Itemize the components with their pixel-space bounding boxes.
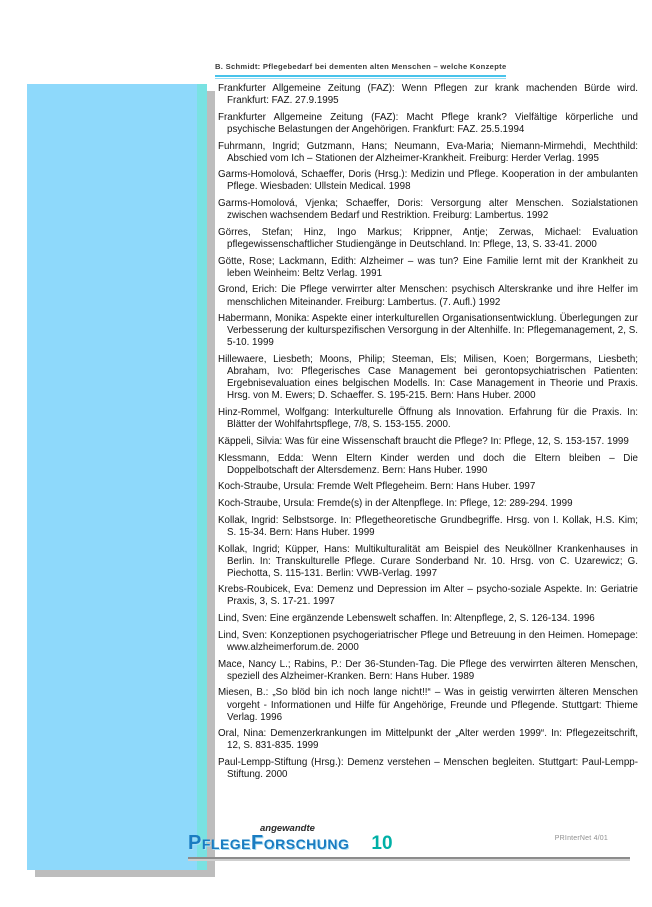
reference-entry: Oral, Nina: Demenzerkrankungen im Mittelpunkt der „Alter werden 1999“. In: Pflegezeitschrift, 12, S. 831-835. 1999 [218,728,638,752]
reference-entry: Krebs-Roubicek, Eva: Demenz und Depression im Alter – psycho-soziale Aspekte. In: Geriatrie Praxis, 3, S. 17-21. 1997 [218,584,638,608]
reference-entry: Kollak, Ingrid; Küpper, Hans: Multikulturalität am Beispiel des Neuköllner Krankenhauses in Berlin. In: Transkulturelle Pflege. Curare Sonderband Nr. 10. Hrsg. von C. Uzarewicz; G. Piechotta, S. 115-131. Berlin: VWB-Verlag. 1997 [218,543,638,579]
running-head-text: B. Schmidt: Pflegebedarf bei dementen alten Menschen – welche Konzepte [215,62,507,71]
reference-entry: Garms-Homolová, Schaeffer, Doris (Hrsg.): Medizin und Pflege. Kooperation in der ambulanten Pflege. Wiesbaden: Ullstein Medical. 1998 [218,169,638,193]
reference-entry: Frankfurter Allgemeine Zeitung (FAZ): Wenn Pflegen zur krank machenden Bürde wird. Frankfurt: FAZ. 27.9.1995 [218,83,638,107]
reference-entry: Hinz-Rommel, Wolfgang: Interkulturelle Öffnung als Innovation. Erfahrung für die Praxis. In: Blätter der Wohlfahrtspflege, 7/8, S. 153-155. 2000. [218,407,638,431]
page-footer [188,824,630,859]
reference-entry: Garms-Homolová, Vjenka; Schaeffer, Doris: Versorgung alter Menschen. Sozialstationen zwischen wachsendem Bedarf und Restriktion. Freiburg: Lambertus. 1992 [218,198,638,222]
reference-entry: Fuhrmann, Ingrid; Gutzmann, Hans; Neumann, Eva-Maria; Niemann-Mirmehdi, Mechthild: Abschied vom Ich – Stationen der Alzheimer-Krankheit. Freiburg: Herder Verlag. 1995 [218,140,638,164]
reference-entry: Koch-Straube, Ursula: Fremde Welt Pflegeheim. Bern: Hans Huber. 1997 [218,481,536,493]
reference-entry: Hillewaere, Liesbeth; Moons, Philip; Steeman, Els; Milisen, Koen; Borgermans, Liesbeth; Abraham, Ivo: Pflegerisches Case Management bei gerontopsychiatrischen Patienten: Ergebnisevaluation eines belgischen Modells. In: Case Management in Theorie und Praxis. Hrsg. von M. Ewers; D. Schaeffer. S. 195-215. Bern: Hans Huber. 2000 [218,354,638,402]
reference-entry: Koch-Straube, Ursula: Fremde(s) in der Altenpflege. In: Pflege, 12: 289-294. 1999 [218,498,573,510]
reference-entry: Habermann, Monika: Aspekte einer interkulturellen Organisationsentwicklung. Überlegungen zur Verbesserung der kulturspezifischen Versorgung in der Altenhilfe. In: Pflegemanagement, 2, S. 5-10. 1999 [218,313,638,349]
reference-entry: Görres, Stefan; Hinz, Ingo Markus; Krippner, Antje; Zerwas, Michael: Evaluation pflegewissenschaftlicher Studiengänge in Deutschland. In: Pflege, 13, S. 33-41. 2000 [218,226,638,250]
reference-entry: Kollak, Ingrid: Selbstsorge. In: Pflegetheoretische Grundbegriffe. Hrsg. von I. Kollak, H.S. Kim; S. 15-34. Bern: Hans Huber. 1999 [218,514,638,538]
reference-entry: Grond, Erich: Die Pflege verwirrter alter Menschen: psychisch Alterskranke und ihre Helfer im menschlichen Miteinander. Freiburg: Lambertus. (7. Aufl.) 1992 [218,284,638,308]
reference-entry: Mace, Nancy L.; Rabins, P.: Der 36-Stunden-Tag. Die Pflege des verwirrten älteren Menschen, speziell des Alzheimer-Kranken. Bern: Hans Huber. 1989 [218,658,638,682]
page-number: 10 [371,833,393,854]
reference-entry: Lind, Sven: Konzeptionen psychogeriatrischer Pflege und Betreuung in den Heimen. Homepage: www.alzheimerforum.de. 2000 [218,629,638,653]
journal-logo-prefix: angewandte [260,823,315,834]
reference-entry: Frankfurter Allgemeine Zeitung (FAZ): Macht Pflege krank? Vielfältige körperliche und psychische Belastungen der Angehörigen. Frankfurt: FAZ. 25.5.1994 [218,111,638,135]
reference-entry: Paul-Lempp-Stiftung (Hrsg.): Demenz verstehen – Menschen begleiten. Stuttgart: Paul-Lempp-Stiftung. 2000 [218,757,638,781]
reference-entry: Miesen, B.: „So blöd bin ich noch lange nicht!!“ – Was in geistig verwirrten älteren Menschen vorgeht - Informationen und Hilfe für Angehörige, Freunde und Pflegende. Stuttgart: Thieme Verlag. 1996 [218,687,638,723]
running-head-underline [215,75,506,77]
reference-list [218,83,638,786]
running-head [215,56,506,79]
running-head-underline-thin [215,78,506,79]
sidebar-decoration [27,84,207,870]
reference-entry: Lind, Sven: Eine ergänzende Lebenswelt schaffen. In: Altenpflege, 2, S. 126-134. 1996 [218,613,595,625]
reference-entry: Götte, Rose; Lackmann, Edith: Alzheimer – was tun? Eine Familie lernt mit der Krankheit zu leben Weinheim: Beltz Verlag. 1991 [218,255,638,279]
reference-entry: Käppeli, Silvia: Was für eine Wissenschaft braucht die Pflege? In: Pflege, 12, S. 153-157. 1999 [218,435,629,447]
footer-rule [188,857,630,859]
journal-logo-name: PflegeForschung [188,832,350,854]
reference-entry: Klessmann, Edda: Wenn Eltern Kinder werden und doch die Eltern bleiben – Die Doppelbotschaft der Altersdemenz. Bern: Hans Huber. 1990 [218,452,638,476]
issue-label: PRInterNet 4/01 [554,835,608,842]
